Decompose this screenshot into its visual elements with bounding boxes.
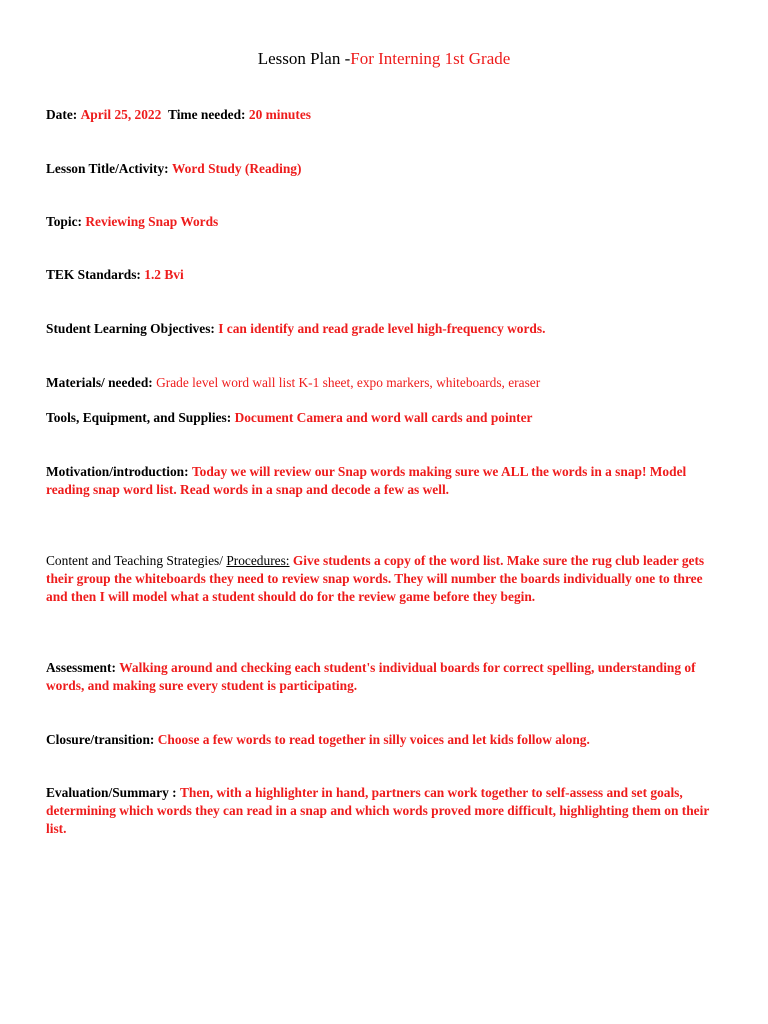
date-time-row (46, 106, 726, 124)
lesson-title-row (46, 160, 726, 178)
closure-value: Choose a few words to read together in silly voices and let kids follow along. (157, 732, 590, 747)
date-value: April 25, 2022 (80, 107, 162, 122)
date-label: Date: (46, 107, 78, 122)
tek-standards-label: TEK Standards: (46, 267, 141, 282)
assessment-value: Walking around and checking each student's individual boards for correct spelling, understanding of words, and making sure every student is participating. (46, 660, 696, 693)
materials-value: Grade level word wall list K-1 sheet, expo markers, whiteboards, eraser (156, 375, 541, 390)
objectives-row (46, 320, 726, 338)
topic-row (46, 213, 726, 231)
content-strategies-label: Content and Teaching Strategies/ (46, 553, 223, 568)
evaluation-block (46, 784, 726, 838)
procedures-label: Procedures: (226, 553, 290, 568)
objectives-label: Student Learning Objectives: (46, 321, 215, 336)
time-needed-label: Time needed: (168, 107, 246, 122)
assessment-label: Assessment: (46, 660, 116, 675)
tek-standards-row (46, 266, 726, 284)
procedures-block (46, 552, 726, 606)
title-prefix: Lesson Plan - (257, 49, 351, 68)
time-needed-value: 20 minutes (248, 107, 311, 122)
evaluation-value: Then, with a highlighter in hand, partners can work together to self-assess and set goals, determining which words they can read in a snap and which words proved more difficult, highlighting them on their list. (46, 785, 710, 836)
page-title (0, 49, 768, 69)
motivation-label: Motivation/introduction: (46, 464, 189, 479)
lesson-title-label: Lesson Title/Activity: (46, 161, 169, 176)
title-highlight: For Interning 1st Grade (350, 49, 511, 68)
closure-row (46, 731, 726, 749)
tools-value: Document Camera and word wall cards and pointer (234, 410, 533, 425)
topic-label: Topic: (46, 214, 82, 229)
closure-label: Closure/transition: (46, 732, 155, 747)
tek-standards-value: 1.2 Bvi (144, 267, 184, 282)
lesson-title-value: Word Study (Reading) (171, 161, 302, 176)
assessment-block (46, 659, 726, 695)
materials-label: Materials/ needed: (46, 375, 153, 390)
topic-value: Reviewing Snap Words (85, 214, 219, 229)
motivation-value: Today we will review our Snap words making sure we ALL the words in a snap! Model reading snap word list. Read words in a snap and decode a few as well. (46, 464, 687, 497)
procedures-value: Give students a copy of the word list. Make sure the rug club leader gets their group the whiteboards they need to review snap words. They will number the boards individually one to three and then I will model what a student should do for the review game before they begin. (46, 553, 705, 604)
evaluation-label: Evaluation/Summary : (46, 785, 177, 800)
tools-label: Tools, Equipment, and Supplies: (46, 410, 232, 425)
materials-row (46, 374, 726, 392)
tools-row (46, 409, 726, 427)
motivation-block (46, 463, 726, 499)
objectives-value: I can identify and read grade level high-frequency words. (218, 321, 546, 336)
